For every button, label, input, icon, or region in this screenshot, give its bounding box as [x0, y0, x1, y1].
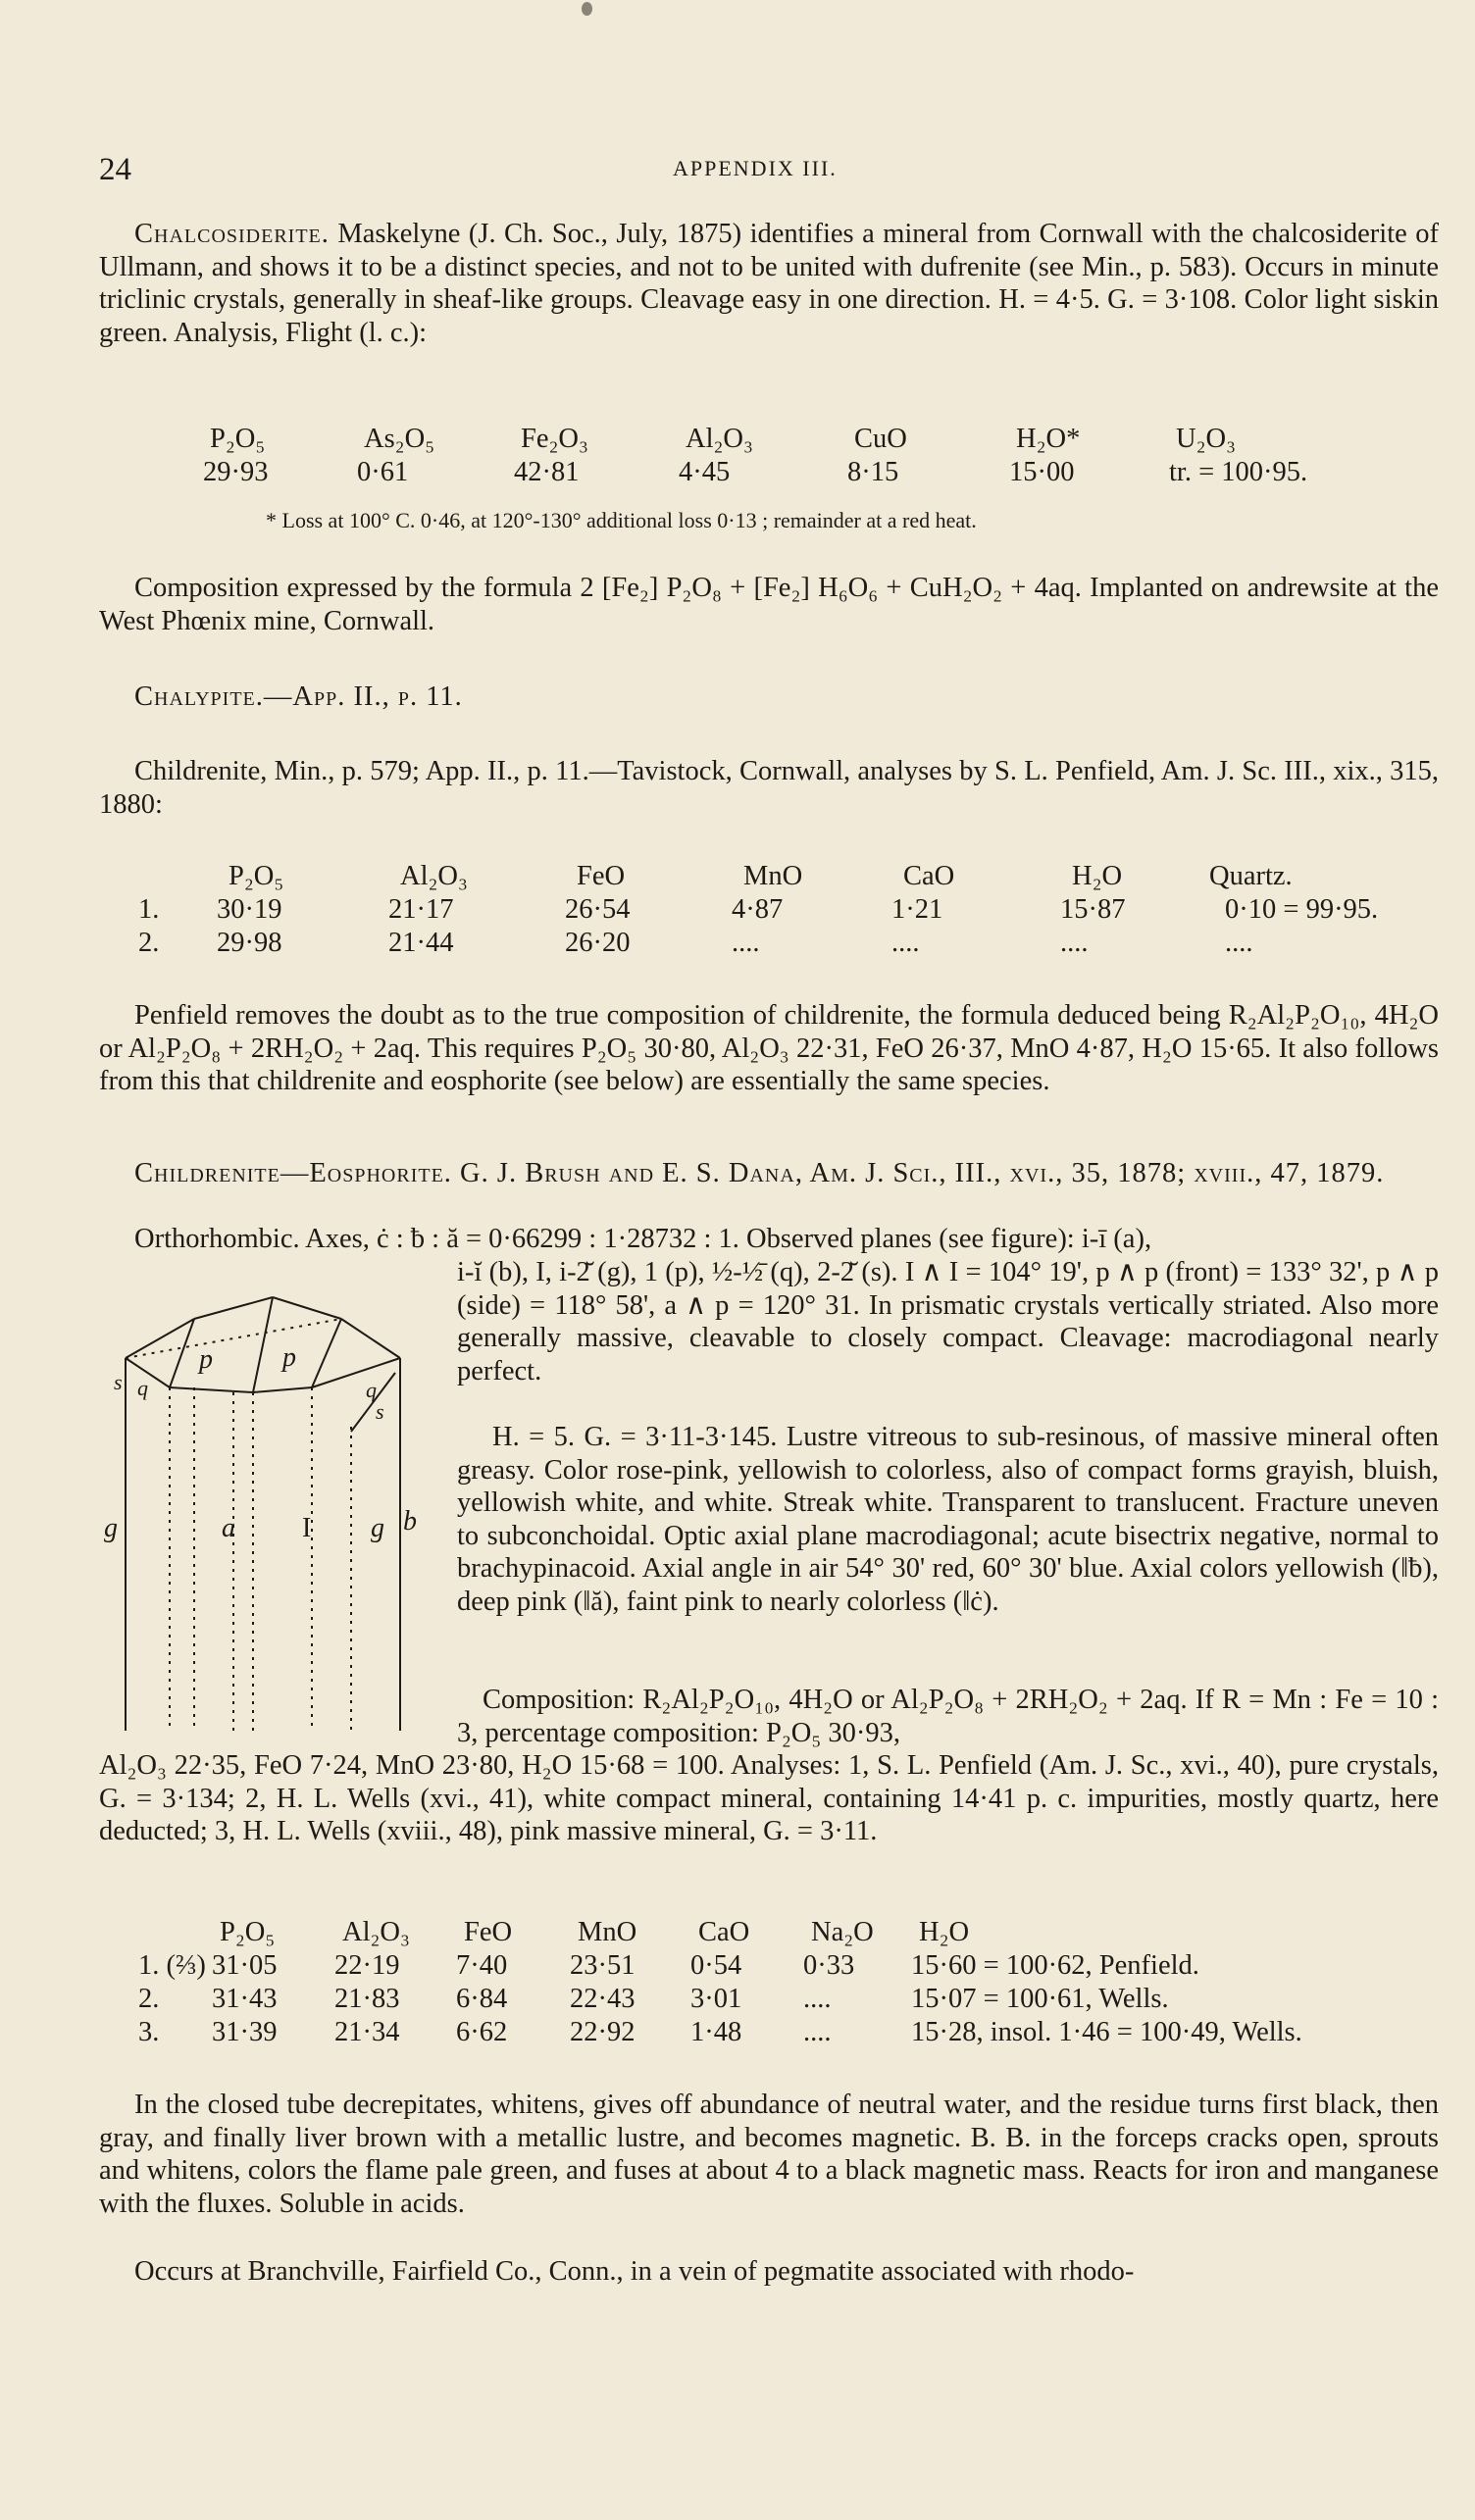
eosphorite-axes: Orthorhombic. Axes, ċ : ƀ : ă = 0·66299 : 1·28732 : 1. Observed planes (see figure): i-ī (a), — [134, 1224, 1152, 1254]
eosphorite-side-text: i-ĭ (b), I, i-2̆ (g), 1 (p), ½-½̄ (q), 2-2̆ (s). I ∧ I = 104° 19', p ∧ p (front) = 133° 32', p ∧ p (side) = 118° 58', a ∧ p = 120° 31. In prismatic crystals vertically striated. Also more generally massive, cleavable to closely compact. Cleavage: macrodiagonal nearly perfect. — [457, 1257, 1439, 1386]
analysis-value: 31·43 — [212, 1984, 278, 2014]
analysis-header: H₂O* — [1016, 424, 1081, 454]
analysis-value: 6·84 — [456, 1984, 508, 2014]
analysis-value: 26·54 — [565, 894, 631, 925]
chalcosiderite-footnote: * Loss at 100° C. 0·46, at 120°-130° additional loss 0·13 ; remainder at a red heat. — [266, 508, 977, 532]
analysis-header: Quartz. — [1209, 861, 1293, 891]
label-s-right: s — [376, 1399, 384, 1424]
analysis-header: CaO — [698, 1917, 750, 1947]
analysis-value: 1·48 — [690, 2017, 742, 2047]
page-number: 24 — [99, 152, 131, 187]
analysis-value: .... — [803, 2017, 832, 2047]
chalcosiderite-text: Maskelyne (J. Ch. Soc., July, 1875) identifies a mineral from Cornwall with the chalcosiderite of Ullmann, and shows it to be a distinct species, and not to be united with dufrenite (see Min., p. 583). Occurs in minute triclinic crystals, generally in sheaf-like groups. Cleavage easy in one direction. H. = 4·5. G. = 3·108. Color light siskin green. Analysis, Flight (l. c.): — [99, 219, 1439, 348]
row-number: 2. — [138, 1984, 160, 2014]
row-number: 3. — [138, 2017, 160, 2047]
analysis-header: CaO — [903, 861, 955, 891]
eosphorite-side-text-2: H. = 5. G. = 3·11-3·145. Lustre vitreous to sub-resinous, of massive mineral often greasy. Color rose-pink, yellowish to colorless, also of compact forms grayish, bluish, yellowish white, and white. Streak white. Transparent to translucent. Fracture uneven to subconchoidal. Optic axial plane macrodiagonal; acute bisectrix negative, normal to brachypinacoid. Axial angle in air 54° 30' red, 60° 30' blue. Axial colors yellowish (‖ƀ), deep pink (‖ă), faint pink to nearly colorless (‖ċ). — [457, 1422, 1439, 1617]
analysis-header: FeO — [577, 861, 626, 891]
analysis-value: 15·00 — [1009, 457, 1075, 487]
eosphorite-heading — [99, 1157, 1439, 1190]
analysis-header: CuO — [854, 424, 907, 454]
chalcosiderite-paragraph — [99, 218, 1439, 349]
analysis-header: P₂O₅ — [210, 424, 266, 454]
eosphorite-heading-text: Childrenite—Eosphorite. G. J. Brush and E. S. Dana, Am. J. Sci., III., xvi., 35, 1878; xviii., 47, 1879. — [134, 1158, 1385, 1188]
analysis-value: 15·07 = 100·61, Wells. — [911, 1984, 1169, 2014]
analysis-value: .... — [803, 1984, 832, 2014]
analysis-header: Al₂O₃ — [342, 1917, 410, 1947]
row-number: 1. (⅔) — [138, 1950, 206, 1981]
analysis-value: 4·87 — [732, 894, 784, 925]
label-s-left: s — [114, 1370, 123, 1394]
analysis-value: 21·34 — [334, 2017, 400, 2047]
analysis-header: MnO — [743, 861, 803, 891]
analysis-value: tr. = 100·95. — [1169, 457, 1308, 487]
crystal-figure — [96, 1280, 430, 1731]
analysis-value: 1·21 — [891, 894, 943, 925]
row-number: 2. — [138, 928, 160, 958]
analysis-value: 0·54 — [690, 1950, 742, 1981]
analysis-value: 7·40 — [456, 1950, 508, 1981]
analysis-value: 15·28, insol. 1·46 = 100·49, Wells. — [911, 2017, 1302, 2047]
crystal-outline — [126, 1297, 400, 1731]
row-number: 1. — [138, 894, 160, 925]
analysis-header: FeO — [464, 1917, 513, 1947]
analysis-value: 15·60 = 100·62, Penfield. — [911, 1950, 1199, 1981]
childrenite-analysis-table — [99, 861, 1439, 969]
analysis-header: H₂O — [919, 1917, 970, 1947]
chalcosiderite-heading: Chalcosiderite. — [134, 219, 330, 249]
analysis-header: Na₂O — [811, 1917, 874, 1947]
analysis-header: U₂O₃ — [1176, 424, 1237, 454]
label-i: I — [302, 1513, 312, 1543]
analysis-header: P₂O₅ — [220, 1917, 276, 1947]
analysis-value: 31·39 — [212, 2017, 278, 2047]
childrenite-note: Penfield removes the doubt as to the true composition of childrenite, the formula deduced being R₂Al₂P₂O₁₀, 4H₂O or Al₂P₂O₈ + 2RH₂O₂ + 2aq. This requires P₂O₅ 30·80, Al₂O₃ 22·31, FeO 26·37, MnO 4·87, H₂O 15·65. It also follows from this that childrenite and eosphorite (see below) are essentially the same species. — [99, 1000, 1439, 1096]
chalcosiderite-composition: Composition expressed by the formula 2 [Fe₂] P₂O₈ + [Fe₂] H₆O₆ + CuH₂O₂ + 4aq. Implanted on andrewsite at the West Phœnix mine, Cornwall. — [99, 573, 1439, 636]
label-q-left: q — [137, 1376, 148, 1400]
chalcosiderite-analysis-table — [99, 424, 1439, 492]
occurrence-paragraph: Occurs at Branchville, Fairfield Co., Conn., in a vein of pegmatite associated with rhodo- — [134, 2256, 1135, 2287]
analysis-value: 3·01 — [690, 1984, 742, 2014]
analysis-value: .... — [732, 928, 760, 958]
analysis-value: 22·19 — [334, 1950, 400, 1981]
analysis-value: 4·45 — [679, 457, 731, 487]
analysis-value: 21·17 — [388, 894, 454, 925]
blowpipe-paragraph: In the closed tube decrepitates, whitens, gives off abundance of neutral water, and the residue turns first black, then gray, and finally liver brown with a metallic lustre, and becomes magnetic. B. B. in the forceps cracks open, sprouts and whitens, colors the flame pale green, and fuses at about 4 to a black magnetic mass. Reacts for iron and manganese with the fluxes. Soluble in acids. — [99, 2090, 1439, 2219]
analysis-value: 0·10 = 99·95. — [1225, 894, 1379, 925]
analysis-value: 8·15 — [847, 457, 899, 487]
analysis-value: 26·20 — [565, 928, 631, 958]
label-b: b — [403, 1506, 417, 1537]
analysis-value: 30·19 — [217, 894, 282, 925]
analysis-value: 21·44 — [388, 928, 454, 958]
analysis-header: Fe₂O₃ — [521, 424, 588, 454]
analysis-header: Al₂O₃ — [686, 424, 753, 454]
eosphorite-side-text-3: Composition: R₂Al₂P₂O₁₀, 4H₂O or Al₂P₂O₈ + 2RH₂O₂ + 2aq. If R = Mn : Fe = 10 : 3, percentage composition: P₂O₅ 30·93, — [457, 1685, 1439, 1748]
label-a: a — [222, 1513, 235, 1543]
analysis-header: Al₂O₃ — [400, 861, 468, 891]
label-g-right: g — [371, 1513, 384, 1543]
label-q-right: q — [366, 1378, 377, 1402]
label-g-left: g — [104, 1513, 118, 1543]
analysis-header: As₂O₅ — [364, 424, 435, 454]
page-header — [99, 152, 1439, 191]
analysis-value: 31·05 — [212, 1950, 278, 1981]
analysis-value: 0·33 — [803, 1950, 855, 1981]
childrenite-intro — [99, 755, 1439, 821]
eosphorite-continued: Al₂O₃ 22·35, FeO 7·24, MnO 23·80, H₂O 15·68 = 100. Analyses: 1, S. L. Penfield (Am. J. Sc., xvi., 40), pure crystals, G. = 3·134; 2, H. L. Wells (xvi., 41), white compact mineral, containing 14·41 p. c. impurities, mostly quartz, here deducted; 3, H. L. Wells (xviii., 48), pink massive mineral, G. = 3·11. — [99, 1750, 1439, 1846]
chalypite-entry: Chalypite.—App. II., p. 11. — [134, 681, 463, 712]
analysis-header: H₂O — [1072, 861, 1123, 891]
analysis-value: 6·62 — [456, 2017, 508, 2047]
running-title: APPENDIX III. — [673, 156, 838, 180]
analysis-header: MnO — [578, 1917, 637, 1947]
analysis-value: 21·83 — [334, 1984, 400, 2014]
analysis-value: .... — [1225, 928, 1253, 958]
analysis-value: 29·98 — [217, 928, 282, 958]
label-p-right: p — [282, 1342, 296, 1373]
analysis-value: 29·93 — [203, 457, 269, 487]
analysis-value: .... — [1060, 928, 1089, 958]
analysis-value: 22·43 — [570, 1984, 636, 2014]
analysis-value: 42·81 — [514, 457, 580, 487]
ink-dot — [582, 2, 592, 16]
analysis-value: 22·92 — [570, 2017, 636, 2047]
analysis-value: 0·61 — [357, 457, 409, 487]
analysis-value: 15·87 — [1060, 894, 1126, 925]
eosphorite-analysis-table — [99, 1917, 1439, 2054]
label-p-left: p — [199, 1344, 213, 1375]
childrenite-intro-text: Childrenite, Min., p. 579; App. II., p. 11.—Tavistock, Cornwall, analyses by S. L. Penfield, Am. J. Sc. III., xix., 315, 1880: — [99, 756, 1439, 820]
analysis-value: 23·51 — [570, 1950, 636, 1981]
analysis-value: .... — [891, 928, 920, 958]
analysis-header: P₂O₅ — [229, 861, 284, 891]
